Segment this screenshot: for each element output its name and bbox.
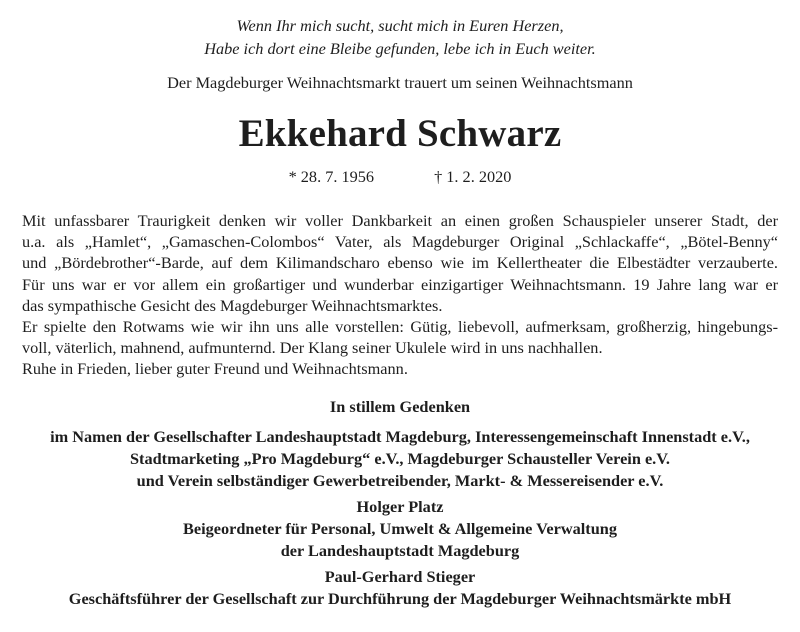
life-dates <box>22 166 778 188</box>
tribute-line: Er spielte den Rotwams wie wir ihn uns alle vorstellen: Gütig, liebevoll, aufmerksam, großherzig, hingebungs- <box>22 317 778 337</box>
signatory-name-1: Holger Platz <box>356 496 444 516</box>
signatory-name-2: Paul-Gerhard Stieger <box>324 566 476 586</box>
footer-heading: In stillem Gedenken <box>329 396 471 416</box>
signatory-title-1a: Beigeordneter für Personal, Umwelt & Allgemeine Verwaltung <box>183 518 617 538</box>
mourning-statement: Der Magdeburger Weihnachtsmarkt trauert um seinen Weihnachtsmann <box>167 73 633 92</box>
tribute-line: voll, väterlich, mahnend, aufmunternd. Der Klang seiner Ukulele wird in uns nachhallen. <box>22 338 603 358</box>
organization-line-1: im Namen der Gesellschafter Landeshauptstadt Magdeburg, Interessengemeinschaft Innenstadt e.V., <box>50 426 750 446</box>
poem-line-2: Habe ich dort eine Bleibe gefunden, lebe ich in Euch weiter. <box>204 39 596 58</box>
birth-date: * 28. 7. 1956 <box>288 167 375 186</box>
memorial-poem <box>22 14 778 60</box>
deceased-name: Ekkehard Schwarz <box>238 112 562 155</box>
signatory-title-2: Geschäftsführer der Gesellschaft zur Durchführung der Magdeburger Weihnachtsmärkte mbH <box>68 588 732 608</box>
tribute-line: und „Bördebrother“-Barde, auf dem Kilimandscharo ebenso wie im Kellertheater die Elbestädter verzauberte. <box>22 253 778 273</box>
organization-line-3: und Verein selbständiger Gewerbetreibender, Markt- & Messereisender e.V. <box>136 470 664 490</box>
signatory-title-1b: der Landeshauptstadt Magdeburg <box>280 540 520 560</box>
tribute-line: das sympathische Gesicht des Magdeburger Weihnachtsmarktes. <box>22 295 443 315</box>
organization-line-2: Stadtmarketing „Pro Magdeburg“ e.V., Magdeburger Schausteller Verein e.V. <box>130 448 670 468</box>
tribute-line: u.a. als „Hamlet“, „Gamaschen-Colombos“ Vater, als Magdeburger Original „Schlackaffe“, „Bötel-Benny“ <box>22 232 778 252</box>
signatories <box>22 396 778 610</box>
tribute-line: Mit unfassbarer Traurigkeit denken wir voller Dankbarkeit an einen großen Schauspieler unserer Stadt, der <box>22 211 778 230</box>
tribute-text <box>22 210 778 380</box>
poem-line-1: Wenn Ihr mich sucht, sucht mich in Euren Herzen, <box>236 16 564 35</box>
tribute-line: Ruhe in Frieden, lieber guter Freund und Weihnachtsmann. <box>22 359 408 379</box>
death-date: † 1. 2. 2020 <box>434 167 512 186</box>
tribute-line: Für uns war er vor allem ein großartiger und wunderbar einzigartiger Weihnachtsmann. 19 Jahre lang war er <box>22 274 778 294</box>
